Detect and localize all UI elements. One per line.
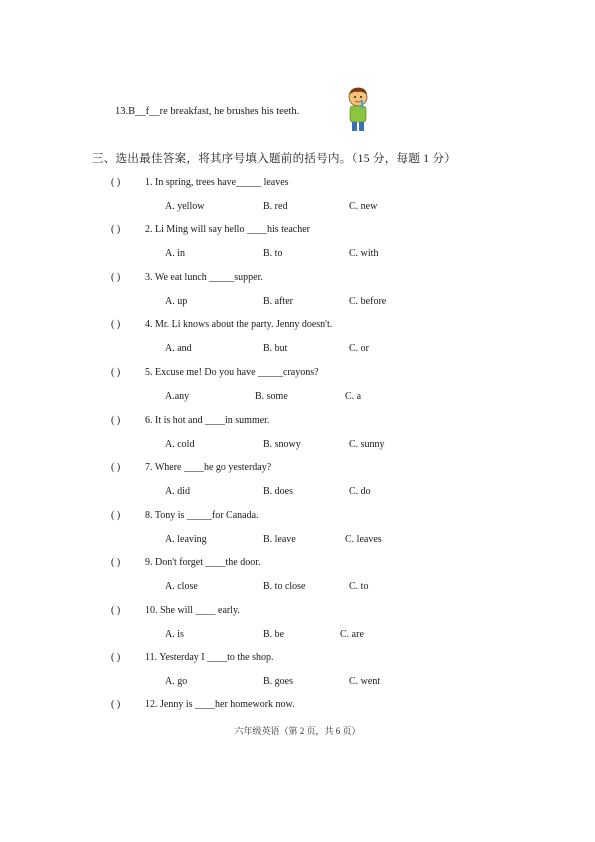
option-a: A. did: [165, 486, 190, 497]
option-c: C. or: [349, 343, 369, 354]
option-b: B. goes: [263, 676, 293, 687]
option-a: A. in: [165, 248, 185, 259]
option-a: A. close: [165, 581, 198, 592]
answer-bracket[interactable]: ( ): [111, 177, 121, 188]
question-text: 4. Mr. Li knows about the party. Jenny doesn't.: [145, 319, 333, 330]
question-text: 10. She will ____ early.: [145, 605, 240, 616]
question-text: 11. Yesterday I ____to the shop.: [145, 652, 274, 663]
answer-bracket[interactable]: ( ): [111, 415, 121, 426]
option-c: C. went: [349, 676, 381, 687]
section-3-heading: 三、选出最佳答案，将其序号填入题前的括号内。（15 分，每题 1 分）: [92, 153, 457, 165]
option-b: B. snowy: [263, 439, 301, 450]
option-c: C. sunny: [349, 439, 385, 450]
option-b: B. does: [263, 486, 293, 497]
question-text: 9. Don't forget ____the door.: [145, 557, 261, 568]
answer-bracket[interactable]: ( ): [111, 605, 121, 616]
question-row: [111, 176, 289, 190]
answer-bracket[interactable]: ( ): [111, 319, 121, 330]
option-a: A. yellow: [165, 201, 205, 212]
option-b: B. leave: [263, 534, 296, 545]
option-b: B. but: [263, 343, 288, 354]
question-text: 7. Where ____he go yesterday?: [145, 462, 272, 473]
question-row: [111, 604, 240, 618]
answer-bracket[interactable]: ( ): [111, 367, 121, 378]
option-c: C. to: [349, 581, 369, 592]
boy-brushing-teeth-icon: [343, 86, 373, 132]
option-c: C. are: [340, 629, 364, 640]
question-text: 8. Tony is _____for Canada.: [145, 510, 259, 521]
answer-bracket[interactable]: ( ): [111, 224, 121, 235]
option-c: C. new: [349, 201, 378, 212]
option-a: A. is: [165, 629, 184, 640]
answer-bracket[interactable]: ( ): [111, 510, 121, 521]
question-text: 6. It is hot and ____in summer.: [145, 415, 270, 426]
question-row: [111, 698, 295, 712]
question-text: 2. Li Ming will say hello ____his teacher: [145, 224, 310, 235]
question-row: [111, 223, 310, 237]
question-text: 3. We eat lunch _____supper.: [145, 272, 263, 283]
question-row: [111, 318, 332, 332]
question-row: [111, 461, 271, 475]
option-b: B. after: [263, 296, 293, 307]
question-13: 13.B__f__re breakfast, he brushes his teeth.: [115, 106, 300, 117]
option-a: A. cold: [165, 439, 195, 450]
option-a: A. and: [165, 343, 192, 354]
option-b: B. be: [263, 629, 285, 640]
question-row: [111, 414, 269, 428]
answer-bracket[interactable]: ( ): [111, 557, 121, 568]
option-b: B. to close: [263, 581, 306, 592]
question-row: [111, 651, 274, 665]
question-text: 1. In spring, trees have_____ leaves: [145, 177, 289, 188]
question-row: [111, 556, 261, 570]
answer-bracket[interactable]: ( ): [111, 699, 121, 710]
option-b: B. red: [263, 201, 288, 212]
option-b: B. some: [255, 391, 288, 402]
page-footer: 六年级英语（第 2 页，共 6 页）: [234, 726, 361, 736]
option-a: A.any: [165, 391, 190, 402]
option-a: A. up: [165, 296, 188, 307]
question-row: [111, 271, 263, 285]
answer-bracket[interactable]: ( ): [111, 272, 121, 283]
option-c: C. leaves: [345, 534, 382, 545]
question-row: [111, 366, 319, 380]
question-text: 5. Excuse me! Do you have _____crayons?: [145, 367, 319, 378]
option-a: A. go: [165, 676, 188, 687]
option-a: A. leaving: [165, 534, 207, 545]
option-c: C. with: [349, 248, 379, 259]
question-row: [111, 509, 259, 523]
option-c: C. a: [345, 391, 362, 402]
answer-bracket[interactable]: ( ): [111, 652, 121, 663]
option-b: B. to: [263, 248, 283, 259]
option-c: C. do: [349, 486, 371, 497]
question-text: 12. Jenny is ____her homework now.: [145, 699, 295, 710]
option-c: C. before: [349, 296, 387, 307]
answer-bracket[interactable]: ( ): [111, 462, 121, 473]
